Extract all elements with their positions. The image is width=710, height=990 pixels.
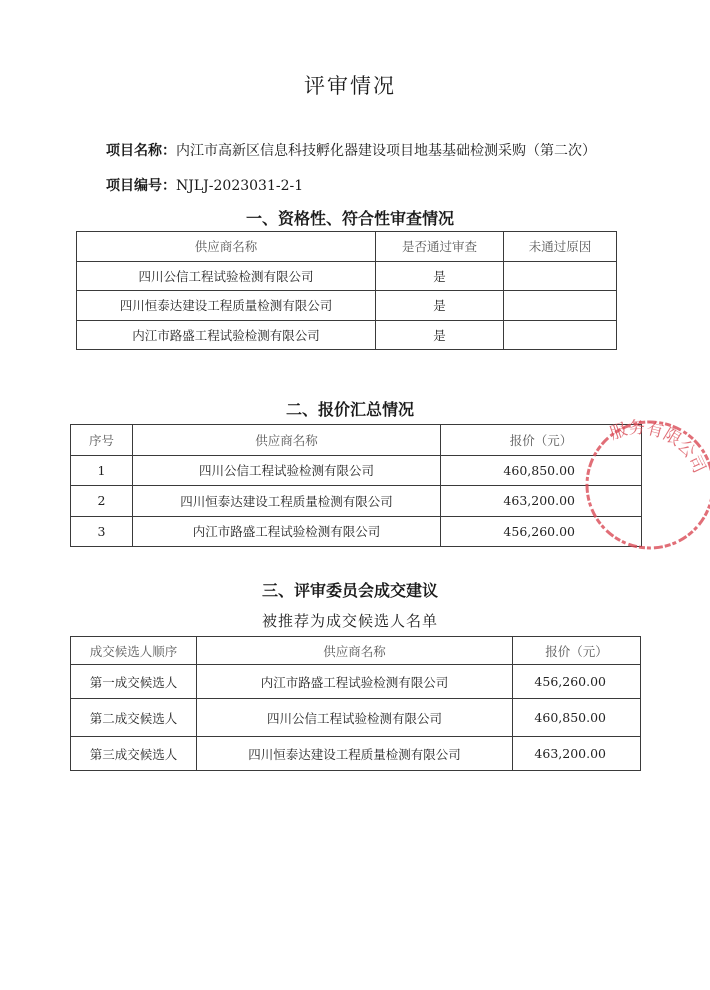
header-supplier: 供应商名称	[77, 232, 376, 262]
section-recommendation-heading: 三、评审委员会成交建议	[261, 581, 438, 600]
quotes-table	[70, 424, 642, 547]
candidate-list-subtitle: 被推荐为成交候选人名单	[261, 612, 438, 630]
qualification-table	[76, 231, 617, 350]
table-row	[71, 516, 642, 547]
table-header-row	[71, 637, 641, 665]
header-price: 报价（元）	[513, 637, 641, 665]
table-row	[77, 291, 617, 321]
page-title: 评审情况	[304, 74, 396, 98]
price-cell: 456,260.00	[441, 516, 642, 547]
reason-cell	[504, 291, 617, 321]
supplier-cell: 内江市路盛工程试验检测有限公司	[197, 665, 513, 699]
supplier-cell: 四川公信工程试验检测有限公司	[77, 261, 376, 291]
reason-cell	[504, 261, 617, 291]
header-no: 序号	[71, 425, 133, 456]
project-code-line	[106, 175, 303, 195]
supplier-cell: 四川恒泰达建设工程质量检测有限公司	[197, 737, 513, 771]
passed-cell: 是	[376, 261, 504, 291]
table-header-row	[77, 232, 617, 262]
table-header-row	[71, 425, 642, 456]
table-row	[71, 737, 641, 771]
passed-cell: 是	[376, 320, 504, 350]
section-qualification-heading: 一、资格性、符合性审查情况	[245, 209, 454, 228]
project-name-label: 项目名称：	[106, 143, 176, 159]
price-cell: 463,200.00	[441, 486, 642, 517]
rank-cell: 第一成交候选人	[71, 665, 197, 699]
no-cell: 2	[71, 486, 133, 517]
table-row	[71, 699, 641, 737]
seal-text-path: 服务有限公司	[607, 418, 710, 477]
supplier-cell: 四川恒泰达建设工程质量检测有限公司	[133, 486, 441, 517]
supplier-cell: 四川公信工程试验检测有限公司	[133, 455, 441, 486]
table-row	[77, 261, 617, 291]
project-code-value: NJLJ-2023031-2-1	[176, 178, 304, 194]
supplier-cell: 内江市路盛工程试验检测有限公司	[133, 516, 441, 547]
header-reason: 未通过原因	[504, 232, 617, 262]
project-code-label: 项目编号：	[106, 178, 176, 194]
no-cell: 1	[71, 455, 133, 486]
project-name-line	[106, 140, 596, 160]
table-row	[71, 486, 642, 517]
supplier-cell: 四川恒泰达建设工程质量检测有限公司	[77, 291, 376, 321]
section-quotes-heading: 二、报价汇总情况	[285, 400, 414, 419]
reason-cell	[504, 320, 617, 350]
header-supplier: 供应商名称	[133, 425, 441, 456]
candidates-table	[70, 636, 641, 771]
supplier-cell: 内江市路盛工程试验检测有限公司	[77, 320, 376, 350]
header-supplier: 供应商名称	[197, 637, 513, 665]
passed-cell: 是	[376, 291, 504, 321]
table-row	[77, 320, 617, 350]
no-cell: 3	[71, 516, 133, 547]
header-passed: 是否通过审查	[376, 232, 504, 262]
header-price: 报价（元）	[441, 425, 642, 456]
table-row	[71, 455, 642, 486]
header-rank: 成交候选人顺序	[71, 637, 197, 665]
table-row	[71, 665, 641, 699]
price-cell: 463,200.00	[513, 737, 641, 771]
price-cell: 456,260.00	[513, 665, 641, 699]
price-cell: 460,850.00	[441, 455, 642, 486]
project-name-value: 内江市高新区信息科技孵化器建设项目地基基础检测采购（第二次）	[176, 143, 596, 159]
rank-cell: 第二成交候选人	[71, 699, 197, 737]
supplier-cell: 四川公信工程试验检测有限公司	[197, 699, 513, 737]
rank-cell: 第三成交候选人	[71, 737, 197, 771]
price-cell: 460,850.00	[513, 699, 641, 737]
